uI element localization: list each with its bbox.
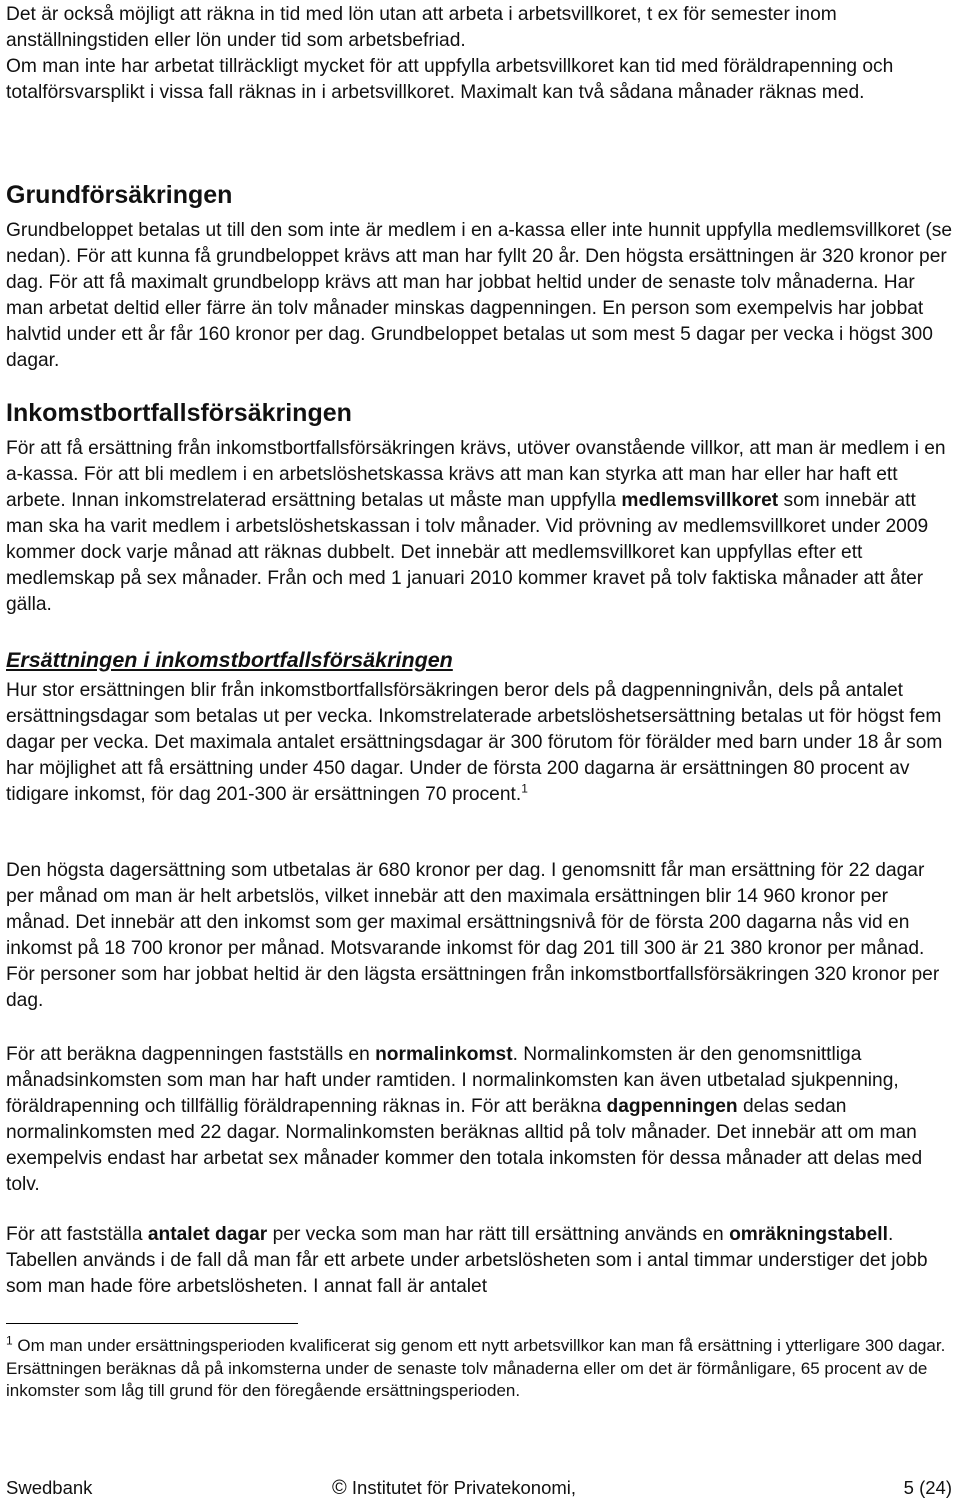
footnote-separator [6,1323,298,1324]
term-antalet-dagar: antalet dagar [147,1224,268,1245]
footer-left: Swedbank [6,1477,93,1498]
term-dagpenningen: dagpenningen [606,1096,738,1117]
heading-grundforsakringen: Grundförsäkringen [6,181,233,209]
inkomst-paragraph: För att få ersättning från inkomstbortfallsförsäkringen krävs, utöver ovanstående villkor, att man är medlem i en a-kassa. För att bli medlem i en arbetslöshetskassa krävs att man kan styrka att man har eller har haft ett arbete. Innan inkomstrelaterad ersättning betalas ut måste man uppfylla medlemsvillkoret som innebär att man ska ha varit medlem i arbetslöshetskassan i tolv månader. Vid prövning av medlemsvillkoret under 2009 kommer dock varje månad att räknas dubbelt. Det innebär att medlemsvillkoret kan uppfyllas efter ett medlemskap på sex månader. Från och med 1 januari 2010 kommer kravet på tolv faktiska månader att åter gälla. [6,438,946,615]
footnote: $^1$ Om man under ersättningsperioden kvalificerat sig genom ett nytt arbetsvillkor kan man få ersättning i ytterligare 300 dagar. Ersättningen beräknas då på inkomsterna under de senaste tolv månaderna eller om det är förmånligare, 65 procent av de inkomster som låg till grund för den föregående ersättningsperioden. [6,1333,946,1400]
footer-center: © Institutet för Privatekonomi, [332,1477,577,1499]
ersattning-paragraph-1: Hur stor ersättningen blir från inkomstbortfallsförsäkringen beror dels på dagpenningnivån, dels på antalet ersättningsdagar som betalas ut per vecka. Inkomstrelaterade arbetslöshetsersättning betalas ut för högst fem dagar per vecka. Det maximala antalet ersättningsdagar är 300 förutom för förälder med barn under 18 år som har möjlighet att få ersättning under 450 dagar. Under de första 200 dagarna är ersättningen 80 procent av tidigare inkomst, för dag 201-300 är ersättningen 70 procent.$^1$ [6,680,943,805]
footnote-reference: 1 [521,781,528,796]
copyright-icon: © [332,1477,347,1499]
intro-paragraph-1: Det är också möjligt att räkna in tid med lön utan att arbeta i arbetsvillkoret, t ex för semester inom anställningstiden eller lön under tid som arbetsbefriad. [6,4,837,51]
intro-paragraph-2: Om man inte har arbetat tillräckligt mycket för att uppfylla arbetsvillkoret kan tid med föräldrapenning och totalförsvarsplikt i vissa fall räknas in i arbetsvillkoret. Maximalt kan två sådana månader räknas med. [6,56,894,103]
footer-page-number: 5 (24) [903,1477,952,1498]
heading-inkomstbortfallsforsakringen: Inkomstbortfallsförsäkringen [6,399,352,427]
ersattning-paragraph-4: För att fastställa antalet dagar per vecka som man har rätt till ersättning används en omräkningstabell. Tabellen används i de fall då man får ett arbete under arbetslösheten som i antal timmar understiger det jobb som man hade före arbetslösheten. I annat fall är antalet [6,1224,928,1297]
term-normalinkomst: normalinkomst [375,1044,513,1065]
footnote-number: 1 [6,1333,13,1348]
heading-ersattningen: Ersättningen i inkomstbortfallsförsäkringen [6,648,453,672]
term-medlemsvillkoret: medlemsvillkoret [621,490,779,511]
grund-paragraph: Grundbeloppet betalas ut till den som inte är medlem i en a-kassa eller inte hunnit uppfylla medlemsvillkoret (se nedan). För att kunna få grundbeloppet krävs att man har fyllt 20 år. Den högsta ersättningen är 320 kronor per dag. För att få maximalt grundbelopp krävs att man har jobbat heltid under de senaste tolv månaderna. Har man arbetat deltid eller färre än tolv månader minskas dagpenningen. En person som exempelvis har jobbat halvtid under ett år får 160 kronor per dag. Grundbeloppet betalas ut som mest 5 dagar per vecka i högst 300 dagar. [6,220,952,371]
ersattning-paragraph-2: Den högsta dagersättning som utbetalas är 680 kronor per dag. I genomsnitt får man ersättning för 22 dagar per månad om man är helt arbetslös, vilket innebär att den maximala ersättningen blir 14 960 kronor per månad. Det innebär att den inkomst som ger maximal ersättningsnivå för de första 200 dagarna nås vid en inkomst på 18 700 kronor per månad. Motsvarande inkomst för dag 201 till 300 är 21 380 kronor per månad. För personer som har jobbat heltid är den lägsta ersättningen från inkomstbortfallsförsäkringen 320 kronor per dag. [6,860,940,1011]
ersattning-paragraph-3: För att beräkna dagpenningen fastställs en normalinkomst. Normalinkomsten är den genomsnittliga månadsinkomsten som man har haft under ramtiden. I normalinkomsten kan även utbetalad sjukpenning, föräldrapenning och tillfällig föräldrapenning räknas in. För att beräkna dagpenningen delas sedan normalinkomsten med 22 dagar. Normalinkomsten beräknas alltid på tolv månader. Det innebär att om man exempelvis endast har arbetat sex månader kommer den totala inkomsten för dessa månader att delas med tolv. [6,1044,923,1195]
term-omrakningstabell: omräkningstabell [729,1224,888,1245]
